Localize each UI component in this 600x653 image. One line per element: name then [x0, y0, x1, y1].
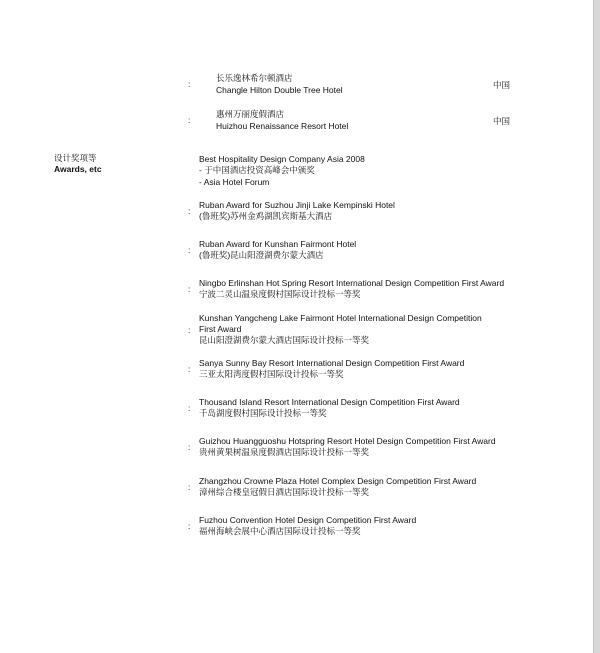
award-title: Fuzhou Convention Hotel Design Competition First Award	[199, 515, 417, 525]
hotel-country: 中国	[493, 116, 511, 126]
awards-section-title-en: Awards, etc	[54, 164, 102, 174]
award-title: Sanya Sunny Bay Resort International Design Competition First Award	[199, 358, 465, 368]
bullet: :	[188, 245, 191, 255]
hotel-name-en: Huizhou Renaissance Resort Hotel	[216, 121, 349, 131]
award-line: - 于中国酒店投资高峰会中颁奖	[199, 165, 315, 175]
hotel-name-en: Changle Hilton Double Tree Hotel	[216, 85, 343, 95]
bullet: :	[188, 206, 191, 216]
award-line: First Award	[199, 324, 242, 334]
award-title: Guizhou Huangguoshu Hotspring Resort Hotel Design Competition First Award	[199, 436, 496, 446]
bullet: :	[188, 521, 191, 531]
award-line: 贵州黄果树温泉度假酒店国际设计投标一等奖	[199, 447, 370, 457]
award-line: (鲁班奖)昆山阳澄湖费尔蒙大酒店	[199, 250, 324, 260]
award-title: Best Hospitality Design Company Asia 2008	[199, 154, 365, 164]
bullet: :	[188, 284, 191, 294]
hotel-country: 中国	[493, 80, 511, 90]
page-right-edge	[593, 0, 600, 653]
award-line: 宁波二灵山温泉度假村国际设计投标一等奖	[199, 289, 361, 299]
award-line: 福州海峡会展中心酒店国际设计投标一等奖	[199, 526, 361, 536]
award-line: 三亚太阳湾度假村国际设计投标一等奖	[199, 369, 344, 379]
bullet: :	[188, 364, 191, 374]
hotel-name-cn: 惠州万丽度假酒店	[216, 109, 285, 119]
bullet: :	[188, 325, 191, 335]
award-line: 昆山阳澄湖费尔蒙大酒店国际设计投标一等奖	[199, 335, 370, 345]
award-line: 漳州综合楼皇冠假日酒店国际设计投标一等奖	[199, 487, 370, 497]
award-line: - Asia Hotel Forum	[199, 177, 270, 187]
award-title: Ruban Award for Suzhou Jinji Lake Kempinski Hotel	[199, 200, 395, 210]
bullet: :	[188, 442, 191, 452]
bullet: :	[188, 482, 191, 492]
award-title: Ruban Award for Kunshan Fairmont Hotel	[199, 239, 357, 249]
bullet: :	[188, 79, 191, 89]
award-line: 千岛湖度假村国际设计投标一等奖	[199, 408, 327, 418]
award-line: (鲁班奖)苏州金鸡湖凯宾斯基大酒店	[199, 211, 333, 221]
hotel-name-cn: 长乐逸林希尔顿酒店	[216, 73, 293, 83]
award-title: Zhangzhou Crowne Plaza Hotel Complex Design Competition First Award	[199, 476, 477, 486]
award-title: Ningbo Erlinshan Hot Spring Resort International Design Competition First Award	[199, 278, 505, 288]
award-title: Thousand Island Resort International Design Competition First Award	[199, 397, 460, 407]
award-title: Kunshan Yangcheng Lake Fairmont Hotel International Design Competition	[199, 313, 482, 323]
awards-section-title-cn: 设计奖项等	[54, 153, 97, 163]
bullet: :	[188, 115, 191, 125]
bullet: :	[188, 403, 191, 413]
